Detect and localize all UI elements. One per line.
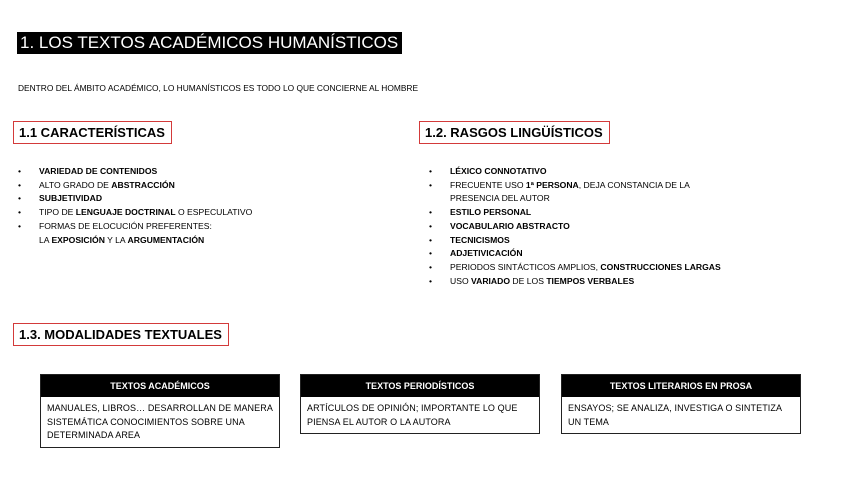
card-body: ARTÍCULOS DE OPINIÓN; IMPORTANTE LO QUE PIENSA EL AUTOR O LA AUTORA	[307, 403, 518, 427]
slide-title: 1. LOS TEXTOS ACADÉMICOS HUMANÍSTICOS	[17, 32, 402, 54]
list-item: • SUBJETIVIDAD	[18, 192, 252, 206]
list-item: • ALTO GRADO DE ABSTRACCIÓN	[18, 179, 252, 193]
list-item: • LÉXICO CONNOTATIVO	[429, 165, 721, 179]
list-item: • VOCABULARIO ABSTRACTO	[429, 220, 721, 234]
list-item: • FRECUENTE USO 1ª PERSONA, DEJA CONSTANCIA DE LA PRESENCIA DEL AUTOR	[429, 179, 721, 206]
card-title: TEXTOS ACADÉMICOS	[41, 375, 279, 397]
heading-caracteristicas: 1.1 CARACTERÍSTICAS	[13, 121, 172, 144]
heading-rasgos-linguisticos: 1.2. RASGOS LINGÜÍSTICOS	[419, 121, 610, 144]
list-item: • FORMAS DE ELOCUCIÓN PREFERENTES: LA EXPOSICIÓN Y LA ARGUMENTACIÓN	[18, 220, 252, 247]
list-item: • USO VARIADO DE LOS TIEMPOS VERBALES	[429, 275, 721, 289]
intro-text: DENTRO DEL ÁMBITO ACADÉMICO, LO HUMANÍSTICOS ES TODO LO QUE CONCIERNE AL HOMBRE	[18, 83, 419, 93]
card-title: TEXTOS PERIODÍSTICOS	[301, 375, 539, 397]
card-textos-periodisticos	[300, 374, 540, 434]
list-item: • ADJETIVICACIÓN	[429, 247, 721, 261]
list-item: • TIPO DE LENGUAJE DOCTRINAL O ESPECULATIVO	[18, 206, 252, 220]
list-item: • PERIODOS SINTÁCTICOS AMPLIOS, CONSTRUCCIONES LARGAS	[429, 261, 721, 275]
card-body: MANUALES, LIBROS… DESARROLLAN DE MANERA SISTEMÁTICA CONOCIMIENTOS SOBRE UNA DETERMINADA AREA	[47, 403, 273, 440]
card-textos-academicos	[40, 374, 280, 448]
list-item: • VARIEDAD DE CONTENIDOS	[18, 165, 252, 179]
card-title: TEXTOS LITERARIOS EN PROSA	[562, 375, 800, 397]
card-body: ENSAYOS; SE ANALIZA, INVESTIGA O SINTETIZA UN TEMA	[568, 403, 782, 427]
heading-modalidades-textuales: 1.3. MODALIDADES TEXTUALES	[13, 323, 229, 346]
list-item: • ESTILO PERSONAL	[429, 206, 721, 220]
list-item: • TECNICISMOS	[429, 234, 721, 248]
rasgos-list	[429, 165, 721, 288]
caracteristicas-list	[18, 165, 252, 247]
card-textos-literarios	[561, 374, 801, 434]
